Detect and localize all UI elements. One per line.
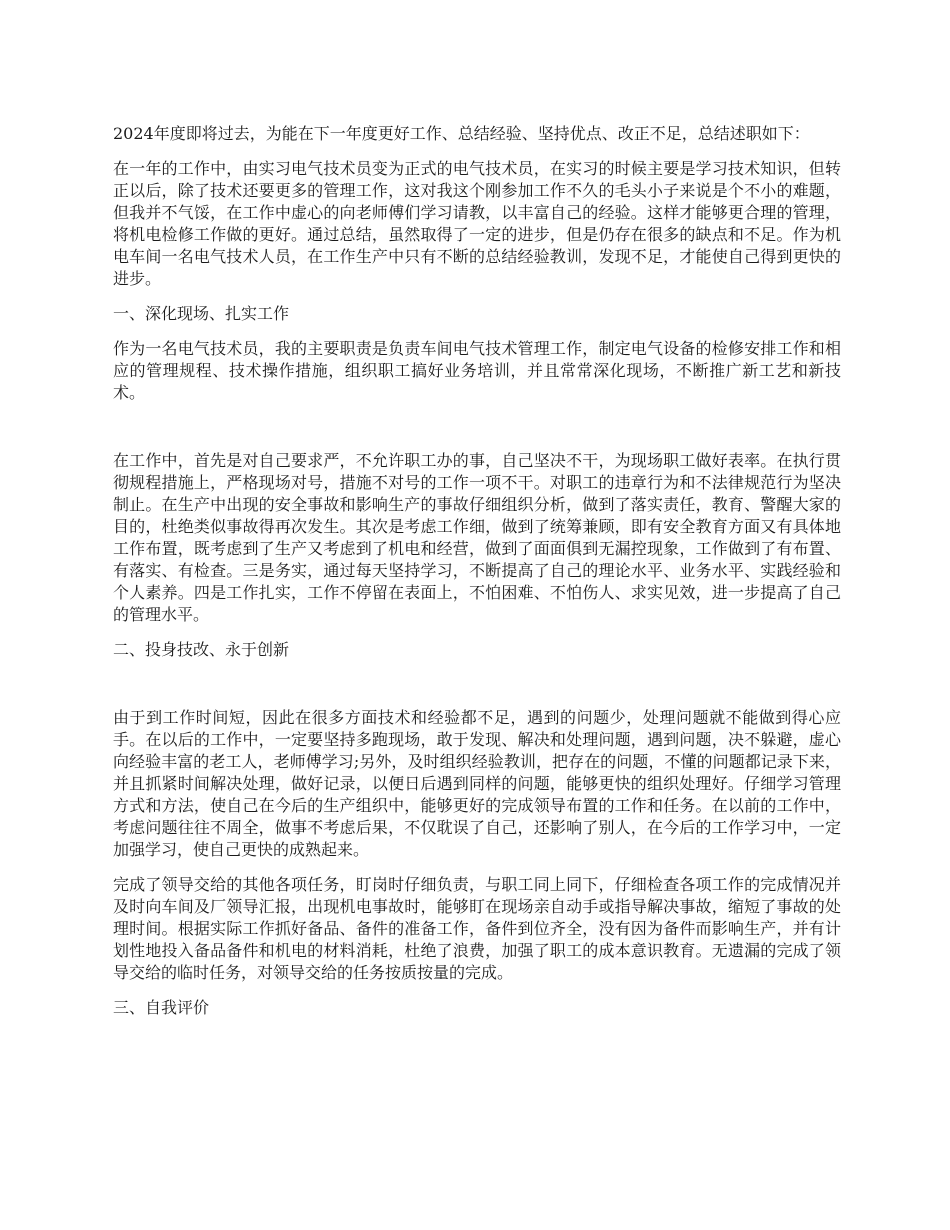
intro-paragraph: 2024年度即将过去，为能在下一年度更好工作、总结经验、坚持优点、改正不足，总结述职如下：	[113, 124, 810, 143]
paragraph-work-details: 在工作中，首先是对自己要求严，不允许职工办的事，自己坚决不干，为现场职工做好表率。在执行贯彻规程措施上，严格现场对号，措施不对号的工作一项不干。对职工的违章行为和不法律规范行为坚决制止。在生产中出现的安全事故和影响生产的事故仔细组织分析，做到了落实责任，教育、警醒大家的目的，杜绝类似事故得再次发生。其次是考虑工作细，做到了统筹兼顾，即有安全教育方面又有具体地工作布置，既考虑到了生产又考虑到了机电和经营，做到了面面俱到无漏控现象，工作做到了有布置、有落实、有检查。三是务实，通过每天坚持学习，不断提高了自己的理论水平、业务水平、实践经验和个人素养。四是工作扎实，工作不停留在表面上，不怕困难、不怕伤人、求实见效，进一步提高了自己的管理水平。	[113, 451, 841, 624]
section-heading-3: 三、自我评价	[113, 998, 210, 1017]
section-heading-2: 二、投身技改、永于创新	[113, 640, 290, 659]
paragraph-improvement: 由于到工作时间短，因此在很多方面技术和经验都不足，遇到的问题少，处理问题就不能做到得心应手。在以后的工作中，一定要坚持多跑现场，敢于发现、解决和处理问题，遇到问题，决不躲避，虚心向经验丰富的老工人，老师傅学习;另外，及时组织经验教训，把存在的问题，不懂的问题都记录下来，并且抓紧时间解决处理，做好记录，以便日后遇到同样的问题，能够更快的组织处理好。仔细学习管理方式和方法，使自己在今后的生产组织中，能够更好的完成领导布置的工作和任务。在以前的工作中，考虑问题往往不周全，做事不考虑后果，不仅耽误了自己，还影响了别人，在今后的工作学习中，一定加强学习，使自己更快的成熟起来。	[113, 708, 841, 859]
section-heading-1: 一、深化现场、扎实工作	[113, 304, 290, 323]
blank-space	[113, 417, 841, 450]
document-body	[113, 123, 841, 1032]
paragraph-responsibilities: 作为一名电气技术员，我的主要职责是负责车间电气技术管理工作，制定电气设备的检修安排工作和相应的管理规程、技术操作措施，组织职工搞好业务培训，并且常常深化现场，不断推广新工艺和新技术。	[113, 339, 841, 402]
blank-space	[113, 674, 841, 707]
paragraph-other-tasks: 完成了领导交给的其他各项任务，盯岗时仔细负责，与职工同上同下，仔细检查各项工作的完成情况并及时向车间及厂领导汇报，出现机电事故时，能够盯在现场亲自动手或指导解决事故，缩短了事故的处理时间。根据实际工作抓好备品、备件的准备工作，备件到位齐全，没有因为备件而影响生产，并有计划性地投入备品备件和机电的材料消耗，杜绝了浪费，加强了职工的成本意识教育。无遗漏的完成了领导交给的临时任务，对领导交给的任务按质按量的完成。	[113, 875, 841, 982]
paragraph-work-summary: 在一年的工作中，由实习电气技术员变为正式的电气技术员，在实习的时候主要是学习技术知识，但转正以后，除了技术还要更多的管理工作，这对我这个刚参加工作不久的毛头小子来说是个不小的难题，但我并不气馁，在工作中虚心的向老师傅们学习请教，以丰富自己的经验。这样才能够更合理的管理，将机电检修工作做的更好。通过总结，虽然取得了一定的进步，但是仍存在很多的缺点和不足。作为机电车间一名电气技术人员，在工作生产中只有不断的总结经验教训，发现不足，才能使自己得到更快的进步。	[113, 159, 841, 288]
